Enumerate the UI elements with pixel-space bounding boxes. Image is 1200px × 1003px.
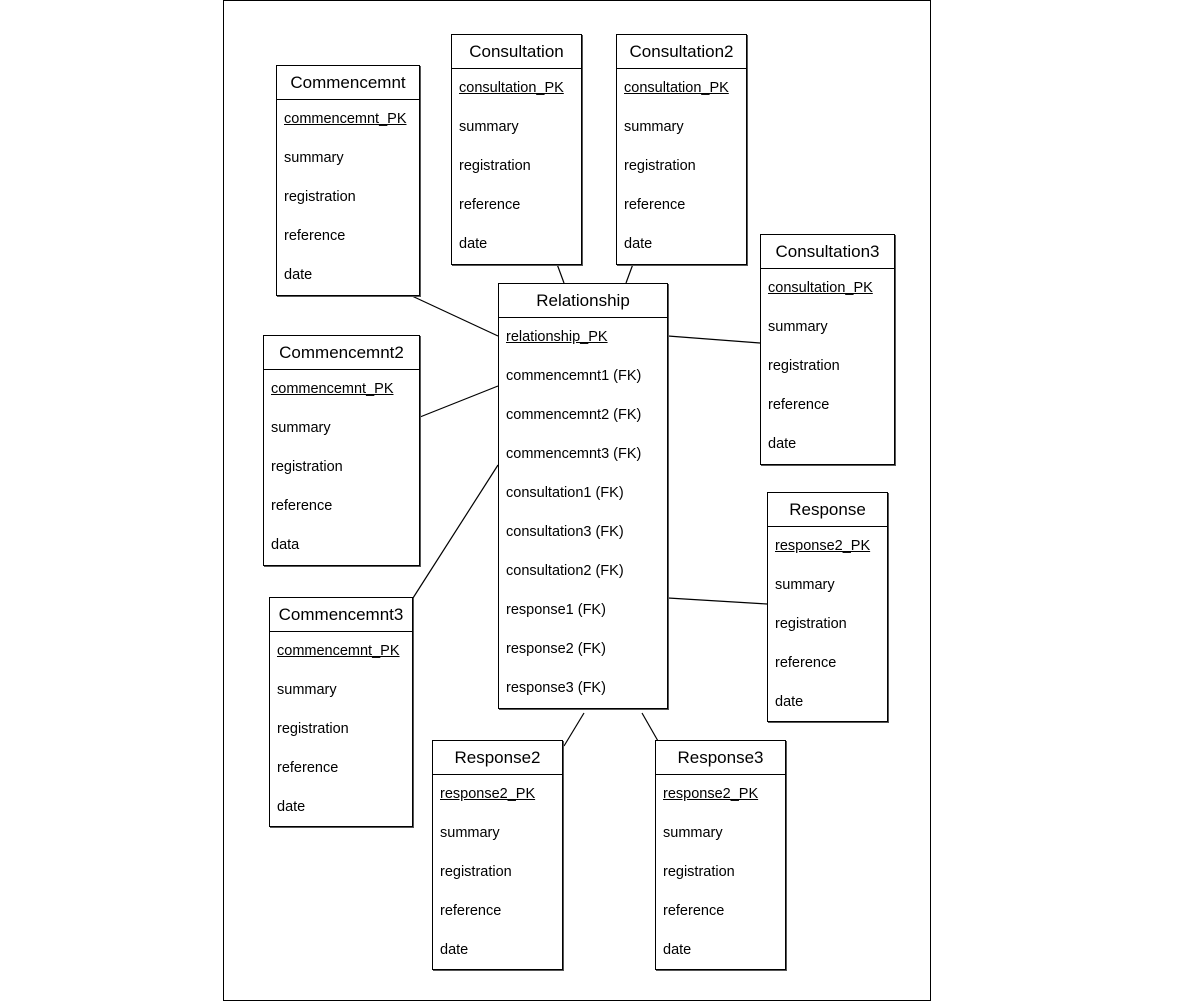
foreign-key: consultation1 (FK) <box>506 485 624 501</box>
entity-consultation3[interactable] <box>760 234 895 465</box>
entity-title: Response3 <box>656 741 785 775</box>
attribute: summary <box>624 119 684 135</box>
foreign-key: response2 (FK) <box>506 641 606 657</box>
attribute: summary <box>440 825 500 841</box>
entity-title: Commencemnt <box>277 66 419 100</box>
entity-title: Consultation2 <box>617 35 746 69</box>
attribute: reference <box>284 228 346 244</box>
attribute: registration <box>768 358 840 374</box>
attribute: registration <box>663 864 735 880</box>
attribute: date <box>459 236 488 252</box>
entity-response3[interactable] <box>655 740 786 970</box>
foreign-key: commencemnt1 (FK) <box>506 368 642 384</box>
entity-commencemnt[interactable] <box>276 65 420 296</box>
attribute: summary <box>277 682 337 698</box>
entity-response2[interactable] <box>432 740 563 970</box>
entity-commencemnt3[interactable] <box>269 597 413 827</box>
foreign-key: commencemnt3 (FK) <box>506 446 642 462</box>
attribute: registration <box>775 616 847 632</box>
attribute: data <box>271 537 300 553</box>
foreign-key: consultation3 (FK) <box>506 524 624 540</box>
entity-commencemnt2[interactable] <box>263 335 420 566</box>
attribute: registration <box>459 158 531 174</box>
entity-title: Consultation <box>452 35 581 69</box>
entity-title: Response2 <box>433 741 562 775</box>
attribute: summary <box>775 577 835 593</box>
primary-key: response2_PK <box>663 786 759 802</box>
attribute: summary <box>459 119 519 135</box>
entity-title: Consultation3 <box>761 235 894 269</box>
attribute: reference <box>768 397 830 413</box>
attribute: reference <box>277 760 339 776</box>
primary-key: response2_PK <box>775 538 871 554</box>
entity-relationship[interactable] <box>498 283 668 709</box>
entity-title: Response <box>768 493 887 527</box>
attribute: registration <box>271 459 343 475</box>
attribute: reference <box>271 498 333 514</box>
attribute: summary <box>271 420 331 436</box>
entity-title: Relationship <box>499 284 667 318</box>
primary-key: consultation_PK <box>768 280 873 296</box>
attribute: date <box>624 236 653 252</box>
foreign-key: commencemnt2 (FK) <box>506 407 642 423</box>
entity-title: Commencemnt3 <box>270 598 412 632</box>
attribute: reference <box>663 903 725 919</box>
foreign-key: consultation2 (FK) <box>506 563 624 579</box>
attribute: registration <box>284 189 356 205</box>
attribute: registration <box>440 864 512 880</box>
attribute: date <box>284 267 313 283</box>
primary-key: commencemnt_PK <box>277 643 400 659</box>
foreign-key: response1 (FK) <box>506 602 606 618</box>
attribute: date <box>663 942 692 958</box>
attribute: date <box>277 799 306 815</box>
attribute: registration <box>277 721 349 737</box>
attribute: registration <box>624 158 696 174</box>
attribute: reference <box>624 197 686 213</box>
attribute: summary <box>663 825 723 841</box>
primary-key: consultation_PK <box>459 80 564 96</box>
entity-response[interactable] <box>767 492 888 722</box>
primary-key: commencemnt_PK <box>271 381 394 397</box>
primary-key: response2_PK <box>440 786 536 802</box>
entity-consultation[interactable] <box>451 34 582 265</box>
entity-consultation2[interactable] <box>616 34 747 265</box>
primary-key: consultation_PK <box>624 80 729 96</box>
attribute: date <box>768 436 797 452</box>
primary-key: commencemnt_PK <box>284 111 407 127</box>
attribute: reference <box>440 903 502 919</box>
attribute: summary <box>284 150 344 166</box>
attribute: reference <box>459 197 521 213</box>
entity-title: Commencemnt2 <box>264 336 419 370</box>
attribute: reference <box>775 655 837 671</box>
attribute: summary <box>768 319 828 335</box>
attribute: date <box>440 942 469 958</box>
attribute: date <box>775 694 804 710</box>
foreign-key: response3 (FK) <box>506 680 606 696</box>
primary-key: relationship_PK <box>506 329 608 345</box>
